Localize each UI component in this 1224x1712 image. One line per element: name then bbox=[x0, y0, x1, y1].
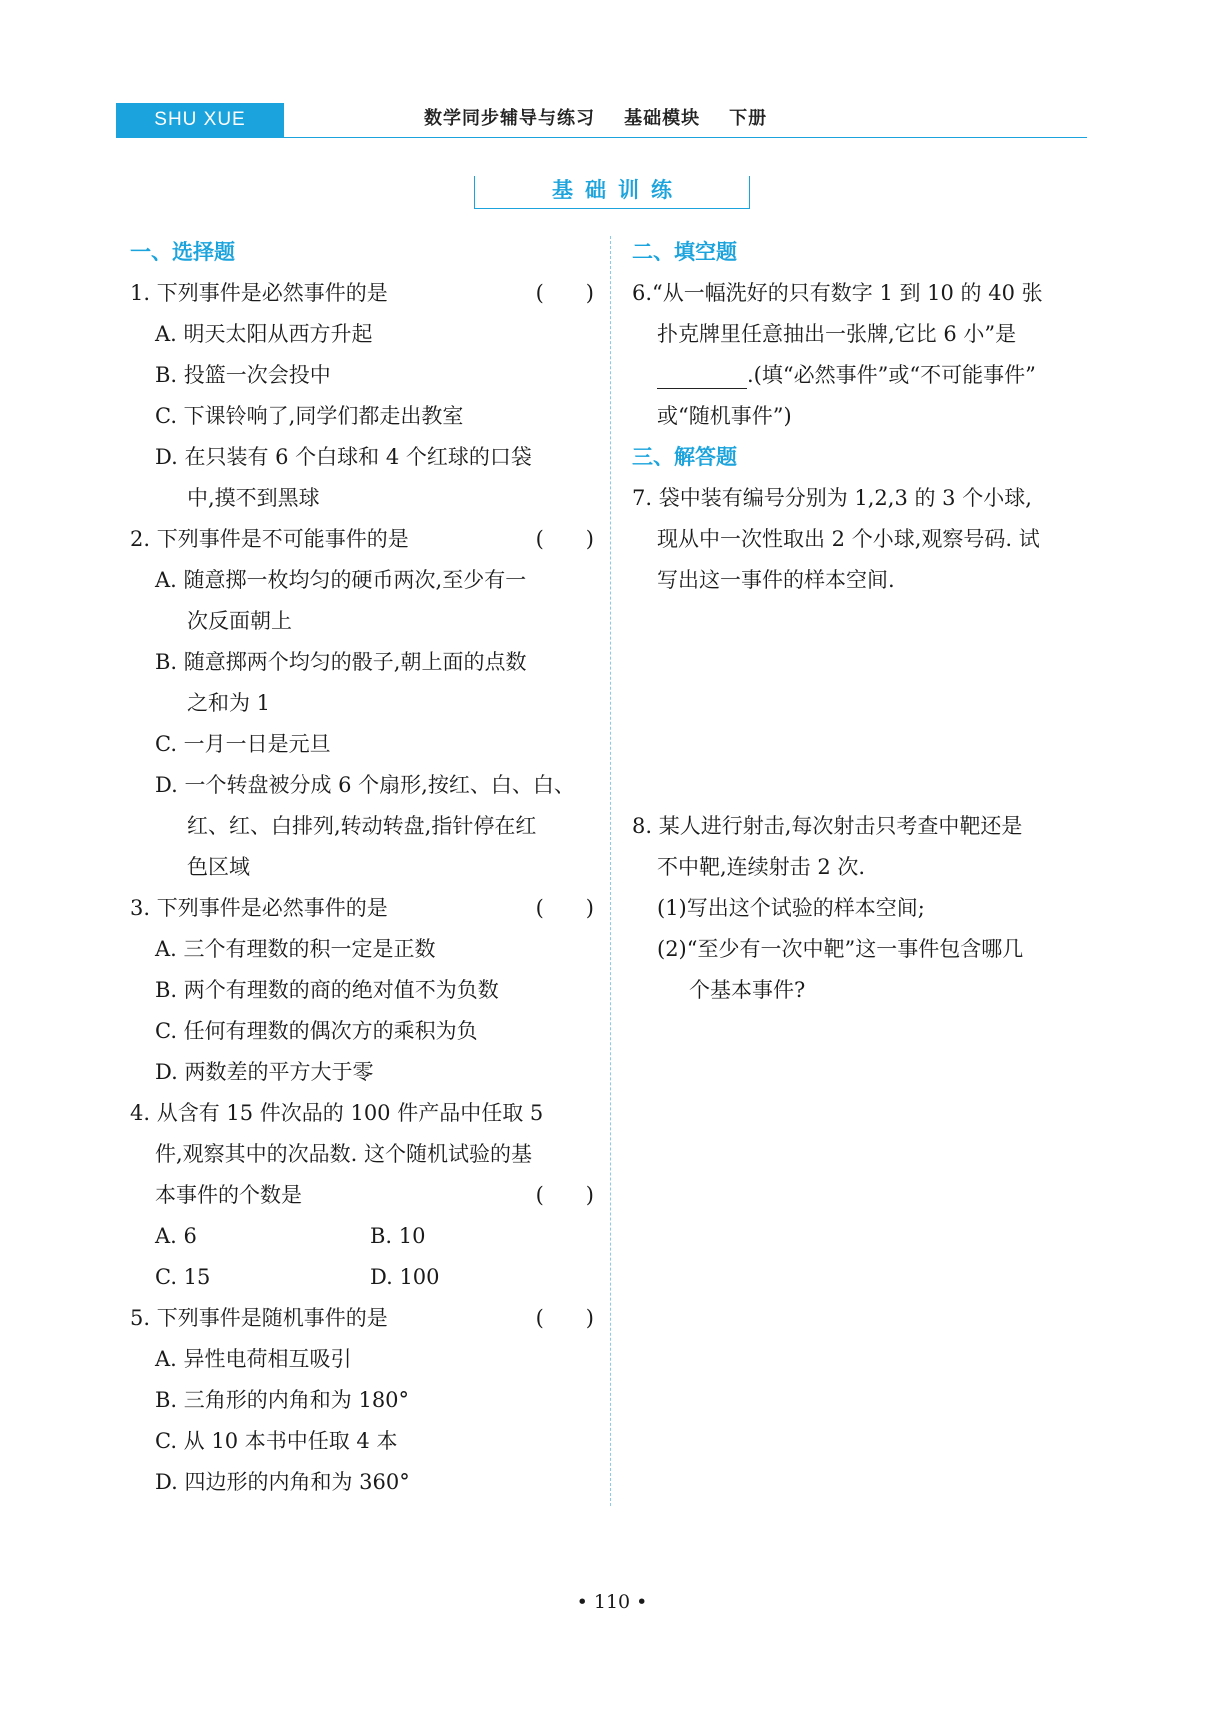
category-solve: 三、解答题 bbox=[632, 445, 737, 469]
option: D. 四边形的内角和为 360° bbox=[155, 1470, 410, 1494]
answer-parens: ( ) bbox=[535, 527, 594, 551]
subject-tab: SHU XUE bbox=[116, 103, 284, 137]
question-8: 8. 某人进行射击,每次射击只考查中靶还是 bbox=[632, 814, 1023, 838]
option: C. 一月一日是元旦 bbox=[155, 732, 331, 756]
option: A. 三个有理数的积一定是正数 bbox=[155, 937, 436, 961]
option-continuation: 色区域 bbox=[187, 855, 250, 879]
question-continuation: 扑克牌里任意抽出一张牌,它比 6 小”是 bbox=[657, 322, 1017, 346]
answer-blank[interactable] bbox=[657, 364, 747, 389]
option: C. 15 bbox=[155, 1265, 211, 1289]
option-continuation: 次反面朝上 bbox=[187, 609, 292, 633]
question-7: 7. 袋中装有编号分别为 1,2,3 的 3 个小球, bbox=[632, 486, 1032, 510]
answer-parens: ( ) bbox=[535, 896, 594, 920]
question-continuation: 或“随机事件”) bbox=[657, 404, 792, 428]
option-row bbox=[130, 1216, 594, 1257]
question-continuation: 现从中一次性取出 2 个小球,观察号码. 试 bbox=[657, 527, 1040, 551]
category-fill-in: 二、填空题 bbox=[632, 240, 737, 264]
option: B. 两个有理数的商的绝对值不为负数 bbox=[155, 978, 499, 1002]
option-continuation: 中,摸不到黑球 bbox=[187, 486, 320, 510]
question-continuation: 不中靶,连续射击 2 次. bbox=[657, 855, 866, 879]
section-title: 基础训练 bbox=[552, 178, 684, 202]
question-2 bbox=[130, 519, 594, 560]
category-multiple-choice: 一、选择题 bbox=[130, 240, 235, 264]
option: C. 下课铃响了,同学们都走出教室 bbox=[155, 404, 464, 428]
header-rule bbox=[116, 137, 1087, 138]
left-column bbox=[130, 232, 594, 1503]
question-5 bbox=[130, 1298, 594, 1339]
question-stem: 3. 下列事件是必然事件的是 bbox=[130, 896, 388, 920]
option: B. 投篮一次会投中 bbox=[155, 363, 331, 387]
answer-parens: ( ) bbox=[535, 1183, 594, 1207]
question-continuation: 写出这一事件的样本空间. bbox=[657, 568, 895, 592]
option: A. 6 bbox=[155, 1224, 197, 1248]
option-continuation: 红、红、白排列,转动转盘,指针停在红 bbox=[187, 814, 537, 838]
option: B. 三角形的内角和为 180° bbox=[155, 1388, 410, 1412]
option: D. 两数差的平方大于零 bbox=[155, 1060, 374, 1084]
question-text: .(填“必然事件”或“不可能事件” bbox=[747, 363, 1036, 387]
question-3 bbox=[130, 888, 594, 929]
option: D. 100 bbox=[370, 1265, 440, 1289]
question-stem: 2. 下列事件是不可能事件的是 bbox=[130, 527, 409, 551]
option: C. 从 10 本书中任取 4 本 bbox=[155, 1429, 398, 1453]
question-stem: 1. 下列事件是必然事件的是 bbox=[130, 281, 388, 305]
sub-question: (1)写出这个试验的样本空间; bbox=[657, 896, 925, 920]
right-column bbox=[632, 232, 1094, 1011]
book-title: 数学同步辅导与练习 基础模块 下册 bbox=[424, 108, 768, 129]
option: A. 明天太阳从西方升起 bbox=[155, 322, 373, 346]
option-continuation: 之和为 1 bbox=[187, 691, 271, 715]
question-1 bbox=[130, 273, 594, 314]
option: D. 一个转盘被分成 6 个扇形,按红、白、白、 bbox=[155, 773, 575, 797]
answer-parens: ( ) bbox=[535, 281, 594, 305]
sub-question: (2)“至少有一次中靶”这一事件包含哪几 bbox=[657, 937, 1024, 961]
option: B. 10 bbox=[370, 1224, 426, 1248]
option: C. 任何有理数的偶次方的乘积为负 bbox=[155, 1019, 478, 1043]
answer-space bbox=[632, 601, 1094, 806]
option: D. 在只装有 6 个白球和 4 个红球的口袋 bbox=[155, 445, 532, 469]
page-number: • 110 • bbox=[576, 1591, 648, 1613]
question-6: 6.“从一幅洗好的只有数字 1 到 10 的 40 张 bbox=[632, 281, 1043, 305]
column-divider bbox=[610, 236, 611, 1506]
option: A. 异性电荷相互吸引 bbox=[155, 1347, 352, 1371]
question-continuation bbox=[632, 355, 1094, 396]
answer-parens: ( ) bbox=[535, 1306, 594, 1330]
question-continuation: 个基本事件? bbox=[689, 978, 806, 1002]
option: A. 随意掷一枚均匀的硬币两次,至少有一 bbox=[155, 568, 527, 592]
question-continuation: 件,观察其中的次品数. 这个随机试验的基 bbox=[155, 1142, 533, 1166]
question-stem: 本事件的个数是 bbox=[155, 1183, 302, 1207]
question-stem: 5. 下列事件是随机事件的是 bbox=[130, 1306, 388, 1330]
question-4: 4. 从含有 15 件次品的 100 件产品中任取 5 bbox=[130, 1101, 544, 1125]
question-continuation bbox=[130, 1175, 594, 1216]
option-row bbox=[130, 1257, 594, 1298]
option: B. 随意掷两个均匀的骰子,朝上面的点数 bbox=[155, 650, 527, 674]
